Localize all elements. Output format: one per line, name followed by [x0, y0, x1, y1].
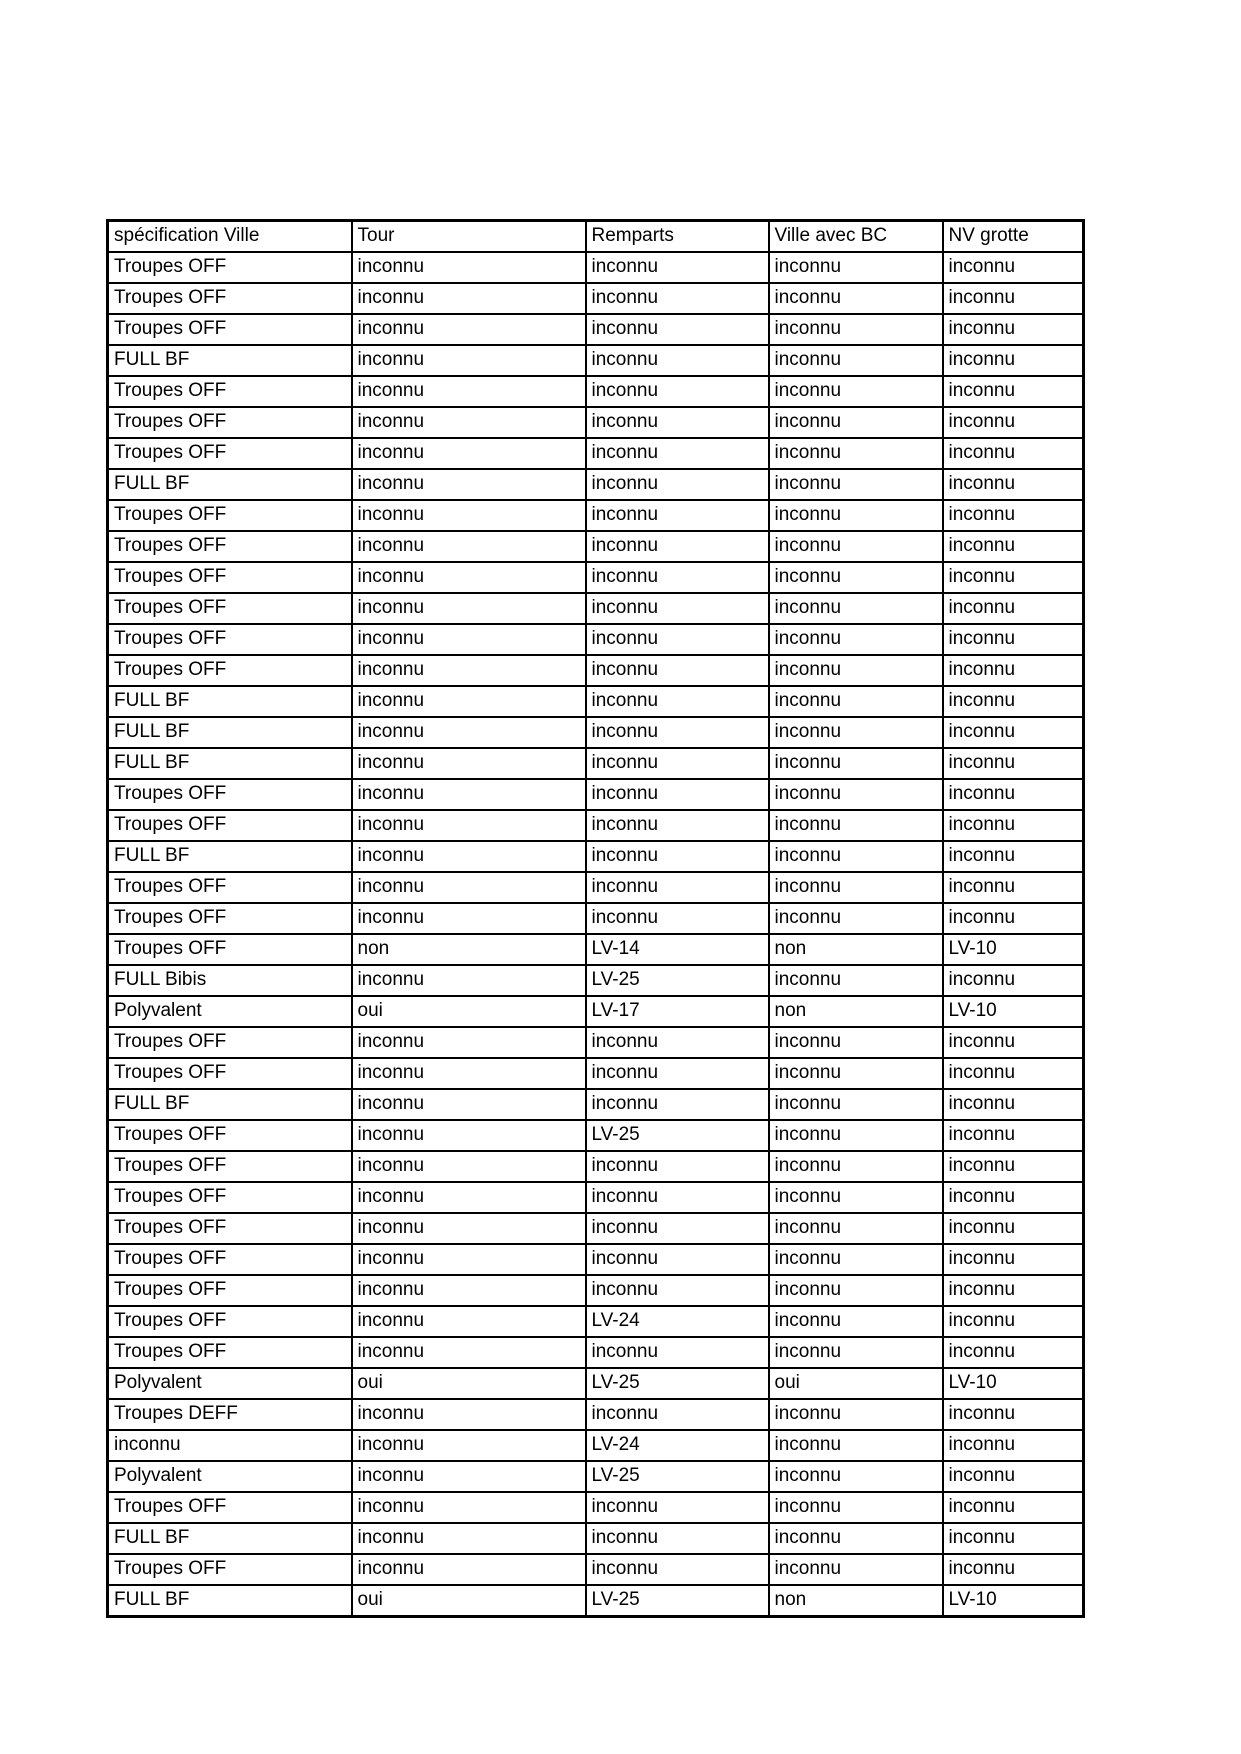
table-cell: Troupes OFF [108, 1120, 352, 1151]
table-cell: inconnu [586, 1554, 769, 1585]
table-row [108, 438, 1084, 469]
table-cell: inconnu [586, 841, 769, 872]
table-cell: Troupes OFF [108, 1058, 352, 1089]
table-row [108, 686, 1084, 717]
table-cell: inconnu [943, 624, 1084, 655]
table-cell: LV-10 [943, 1585, 1084, 1617]
table-cell: inconnu [769, 345, 943, 376]
table-row [108, 1089, 1084, 1120]
table-cell: inconnu [352, 686, 586, 717]
table-cell: inconnu [352, 252, 586, 283]
table-cell: inconnu [586, 593, 769, 624]
table-cell: Troupes OFF [108, 1554, 352, 1585]
table-row [108, 283, 1084, 314]
table-cell: Troupes DEFF [108, 1399, 352, 1430]
table-cell: inconnu [586, 500, 769, 531]
table-cell: Troupes OFF [108, 407, 352, 438]
table-cell: inconnu [586, 283, 769, 314]
table-row [108, 903, 1084, 934]
table-cell: inconnu [586, 1337, 769, 1368]
table-cell: inconnu [769, 1306, 943, 1337]
table-cell: inconnu [769, 593, 943, 624]
table-row [108, 934, 1084, 965]
table-cell: inconnu [586, 1058, 769, 1089]
table-cell: inconnu [586, 903, 769, 934]
table-cell: inconnu [352, 1461, 586, 1492]
table-cell: inconnu [352, 1027, 586, 1058]
table-cell: inconnu [769, 748, 943, 779]
table-cell: inconnu [352, 1120, 586, 1151]
table-row [108, 1275, 1084, 1306]
table-cell: non [769, 996, 943, 1027]
table-cell: inconnu [352, 407, 586, 438]
table-cell: inconnu [769, 1523, 943, 1554]
table-cell: Troupes OFF [108, 872, 352, 903]
table-cell: inconnu [943, 1492, 1084, 1523]
table-row [108, 407, 1084, 438]
table-row [108, 810, 1084, 841]
table-row [108, 314, 1084, 345]
table-cell: LV-17 [586, 996, 769, 1027]
table-cell: inconnu [586, 717, 769, 748]
table-cell: inconnu [943, 469, 1084, 500]
table-cell: non [769, 1585, 943, 1617]
table-cell: inconnu [943, 1461, 1084, 1492]
table-cell: inconnu [352, 1213, 586, 1244]
table-row [108, 593, 1084, 624]
table-cell: inconnu [352, 593, 586, 624]
table-cell: inconnu [352, 562, 586, 593]
table-cell: inconnu [352, 1306, 586, 1337]
table-cell: FULL BF [108, 469, 352, 500]
table-cell: Troupes OFF [108, 1337, 352, 1368]
table-row [108, 1058, 1084, 1089]
table-cell: inconnu [943, 1430, 1084, 1461]
table-cell: inconnu [769, 1151, 943, 1182]
table-cell: inconnu [352, 655, 586, 686]
table-cell: inconnu [352, 1399, 586, 1430]
table-cell: Troupes OFF [108, 810, 352, 841]
table-cell: inconnu [352, 841, 586, 872]
table-cell: inconnu [769, 252, 943, 283]
table-cell: inconnu [352, 1244, 586, 1275]
table-cell: inconnu [352, 531, 586, 562]
table-cell: inconnu [769, 1089, 943, 1120]
table-cell: inconnu [586, 252, 769, 283]
table-cell: Polyvalent [108, 996, 352, 1027]
table-row [108, 1244, 1084, 1275]
table-cell: inconnu [943, 345, 1084, 376]
table-cell: inconnu [108, 1430, 352, 1461]
table-cell: inconnu [352, 748, 586, 779]
table-cell: inconnu [586, 1089, 769, 1120]
table-cell: LV-24 [586, 1430, 769, 1461]
table-row [108, 717, 1084, 748]
table-cell: Troupes OFF [108, 252, 352, 283]
table-cell: inconnu [586, 810, 769, 841]
table-cell: inconnu [586, 531, 769, 562]
table-row [108, 376, 1084, 407]
table-row [108, 1585, 1084, 1617]
table-row [108, 562, 1084, 593]
table-cell: inconnu [586, 1027, 769, 1058]
table-cell: Troupes OFF [108, 531, 352, 562]
table-cell: inconnu [352, 965, 586, 996]
table-cell: inconnu [586, 1213, 769, 1244]
table-cell: inconnu [769, 872, 943, 903]
table-cell: LV-25 [586, 1368, 769, 1399]
table-cell: inconnu [586, 655, 769, 686]
table-cell: oui [769, 1368, 943, 1399]
table-cell: Troupes OFF [108, 1492, 352, 1523]
table-cell: inconnu [769, 841, 943, 872]
table-cell: FULL BF [108, 748, 352, 779]
table-cell: inconnu [586, 376, 769, 407]
table-cell: inconnu [943, 1027, 1084, 1058]
table-cell: inconnu [352, 1554, 586, 1585]
table-cell: Troupes OFF [108, 593, 352, 624]
table-cell: Troupes OFF [108, 1275, 352, 1306]
column-header-nv-grotte: NV grotte [943, 221, 1084, 253]
table-cell: LV-10 [943, 1368, 1084, 1399]
table-cell: FULL BF [108, 1089, 352, 1120]
table-cell: Troupes OFF [108, 934, 352, 965]
table-cell: inconnu [769, 407, 943, 438]
table-cell: inconnu [943, 438, 1084, 469]
table-cell: LV-25 [586, 1120, 769, 1151]
table-cell: inconnu [769, 1244, 943, 1275]
table-row [108, 252, 1084, 283]
table-cell: Troupes OFF [108, 1213, 352, 1244]
table-cell: inconnu [352, 376, 586, 407]
table-cell: inconnu [352, 438, 586, 469]
table-cell: LV-10 [943, 934, 1084, 965]
table-cell: inconnu [943, 1089, 1084, 1120]
table-cell: inconnu [586, 624, 769, 655]
table-cell: inconnu [769, 903, 943, 934]
table-row [108, 345, 1084, 376]
table-cell: Troupes OFF [108, 562, 352, 593]
table-row [108, 1430, 1084, 1461]
table-row [108, 965, 1084, 996]
table-cell: FULL BF [108, 1523, 352, 1554]
table-cell: inconnu [586, 1244, 769, 1275]
table-cell: non [352, 934, 586, 965]
table-cell: inconnu [352, 1492, 586, 1523]
table-row [108, 779, 1084, 810]
table-cell: FULL BF [108, 841, 352, 872]
table-cell: inconnu [943, 1399, 1084, 1430]
table-cell: inconnu [943, 1120, 1084, 1151]
table-cell: inconnu [586, 872, 769, 903]
table-cell: inconnu [352, 624, 586, 655]
table-cell: inconnu [769, 500, 943, 531]
table-cell: Troupes OFF [108, 314, 352, 345]
table-row [108, 469, 1084, 500]
table-cell: inconnu [586, 438, 769, 469]
table-cell: inconnu [769, 779, 943, 810]
table-cell: inconnu [769, 1027, 943, 1058]
ville-specification-table [106, 219, 1085, 1618]
table-cell: Polyvalent [108, 1368, 352, 1399]
table-cell: inconnu [586, 314, 769, 345]
table-body [108, 252, 1084, 1617]
table-cell: inconnu [586, 562, 769, 593]
table-cell: inconnu [352, 1275, 586, 1306]
table-row [108, 996, 1084, 1027]
table-cell: inconnu [769, 1430, 943, 1461]
table-cell: Polyvalent [108, 1461, 352, 1492]
table-row [108, 1027, 1084, 1058]
table-row [108, 841, 1084, 872]
table-cell: inconnu [943, 531, 1084, 562]
table-row [108, 1399, 1084, 1430]
table-cell: inconnu [352, 1151, 586, 1182]
table-cell: inconnu [352, 717, 586, 748]
table-cell: Troupes OFF [108, 283, 352, 314]
column-header-specification-ville: spécification Ville [108, 221, 352, 253]
table-cell: inconnu [769, 1058, 943, 1089]
table-cell: inconnu [586, 1492, 769, 1523]
table-cell: oui [352, 996, 586, 1027]
table-cell: inconnu [769, 438, 943, 469]
table-row [108, 1368, 1084, 1399]
table-cell: inconnu [943, 500, 1084, 531]
table-row [108, 1213, 1084, 1244]
table-cell: inconnu [943, 1306, 1084, 1337]
table-cell: inconnu [352, 1337, 586, 1368]
table-cell: oui [352, 1585, 586, 1617]
table-cell: inconnu [769, 469, 943, 500]
table-cell: inconnu [943, 407, 1084, 438]
table-cell: Troupes OFF [108, 376, 352, 407]
table-cell: inconnu [769, 1182, 943, 1213]
table-cell: oui [352, 1368, 586, 1399]
table-cell: inconnu [943, 872, 1084, 903]
table-cell: inconnu [943, 903, 1084, 934]
table-cell: Troupes OFF [108, 1182, 352, 1213]
column-header-tour: Tour [352, 221, 586, 253]
table-row [108, 531, 1084, 562]
table-cell: Troupes OFF [108, 1027, 352, 1058]
table-cell: LV-25 [586, 1461, 769, 1492]
table-cell: inconnu [586, 1275, 769, 1306]
table-row [108, 1151, 1084, 1182]
table-cell: inconnu [943, 1523, 1084, 1554]
table-header-row [108, 221, 1084, 253]
table-cell: inconnu [769, 283, 943, 314]
table-row [108, 872, 1084, 903]
table-cell: inconnu [769, 1275, 943, 1306]
table-cell: inconnu [352, 903, 586, 934]
table-cell: inconnu [352, 1182, 586, 1213]
table-cell: inconnu [586, 1182, 769, 1213]
table-cell: FULL BF [108, 1585, 352, 1617]
table-cell: inconnu [586, 469, 769, 500]
table-cell: inconnu [943, 283, 1084, 314]
table-cell: inconnu [769, 965, 943, 996]
table-cell: inconnu [352, 469, 586, 500]
table-cell: Troupes OFF [108, 624, 352, 655]
table-cell: inconnu [586, 1151, 769, 1182]
table-cell: inconnu [943, 1337, 1084, 1368]
table-cell: inconnu [769, 314, 943, 345]
table-cell: inconnu [769, 531, 943, 562]
table-cell: FULL BF [108, 717, 352, 748]
table-cell: inconnu [769, 1120, 943, 1151]
table-cell: inconnu [943, 376, 1084, 407]
table-row [108, 1554, 1084, 1585]
table-cell: Troupes OFF [108, 438, 352, 469]
column-header-ville-avec-bc: Ville avec BC [769, 221, 943, 253]
table-cell: inconnu [352, 1523, 586, 1554]
table-cell: Troupes OFF [108, 779, 352, 810]
table-cell: inconnu [352, 810, 586, 841]
table-row [108, 624, 1084, 655]
table-cell: inconnu [943, 748, 1084, 779]
table-cell: inconnu [943, 1151, 1084, 1182]
table-row [108, 655, 1084, 686]
table-cell: inconnu [586, 1523, 769, 1554]
table-cell: inconnu [769, 810, 943, 841]
table-cell: Troupes OFF [108, 500, 352, 531]
table-cell: Troupes OFF [108, 655, 352, 686]
table-cell: inconnu [943, 779, 1084, 810]
table-cell: inconnu [943, 965, 1084, 996]
table-row [108, 1306, 1084, 1337]
table-cell: inconnu [769, 1213, 943, 1244]
table-cell: inconnu [586, 407, 769, 438]
table-cell: inconnu [943, 314, 1084, 345]
table-cell: inconnu [943, 1275, 1084, 1306]
table-row [108, 1523, 1084, 1554]
table-row [108, 748, 1084, 779]
table-cell: inconnu [769, 655, 943, 686]
table-cell: inconnu [943, 717, 1084, 748]
table-cell: inconnu [352, 283, 586, 314]
table-cell: inconnu [943, 1182, 1084, 1213]
table-cell: inconnu [352, 500, 586, 531]
table-cell: inconnu [586, 345, 769, 376]
table-cell: Troupes OFF [108, 903, 352, 934]
table-cell: inconnu [352, 1430, 586, 1461]
column-header-remparts: Remparts [586, 221, 769, 253]
table-cell: inconnu [769, 1399, 943, 1430]
table-cell: inconnu [943, 1244, 1084, 1275]
table-cell: LV-10 [943, 996, 1084, 1027]
table-cell: inconnu [769, 1554, 943, 1585]
table-row [108, 1461, 1084, 1492]
table-cell: inconnu [943, 686, 1084, 717]
table-cell: inconnu [943, 593, 1084, 624]
table-cell: inconnu [769, 624, 943, 655]
table-cell: inconnu [943, 1213, 1084, 1244]
table-cell: inconnu [352, 779, 586, 810]
table-cell: inconnu [943, 841, 1084, 872]
table-cell: LV-24 [586, 1306, 769, 1337]
table-row [108, 1492, 1084, 1523]
table-cell: FULL BF [108, 345, 352, 376]
table-cell: LV-25 [586, 1585, 769, 1617]
table-cell: inconnu [769, 686, 943, 717]
table-cell: inconnu [943, 655, 1084, 686]
table-cell: inconnu [769, 376, 943, 407]
table-cell: inconnu [769, 1492, 943, 1523]
table-cell: inconnu [769, 717, 943, 748]
table-cell: inconnu [943, 810, 1084, 841]
table-cell: inconnu [352, 345, 586, 376]
table-cell: FULL Bibis [108, 965, 352, 996]
table-row [108, 500, 1084, 531]
table-cell: inconnu [769, 1337, 943, 1368]
table-cell: Troupes OFF [108, 1151, 352, 1182]
table-cell: inconnu [943, 252, 1084, 283]
table-cell: inconnu [586, 779, 769, 810]
table-cell: inconnu [352, 314, 586, 345]
table-cell: Troupes OFF [108, 1306, 352, 1337]
table-cell: LV-14 [586, 934, 769, 965]
table-cell: Troupes OFF [108, 1244, 352, 1275]
table-cell: inconnu [943, 1058, 1084, 1089]
table-row [108, 1337, 1084, 1368]
table-row [108, 1182, 1084, 1213]
table-cell: inconnu [352, 1058, 586, 1089]
table-cell: inconnu [352, 872, 586, 903]
table-cell: inconnu [769, 1461, 943, 1492]
table-cell: FULL BF [108, 686, 352, 717]
table-cell: inconnu [586, 1399, 769, 1430]
table-cell: LV-25 [586, 965, 769, 996]
table-cell: inconnu [769, 562, 943, 593]
table-cell: non [769, 934, 943, 965]
table-cell: inconnu [943, 562, 1084, 593]
table-cell: inconnu [586, 686, 769, 717]
table-cell: inconnu [943, 1554, 1084, 1585]
table-cell: inconnu [352, 1089, 586, 1120]
table-cell: inconnu [586, 748, 769, 779]
table-row [108, 1120, 1084, 1151]
